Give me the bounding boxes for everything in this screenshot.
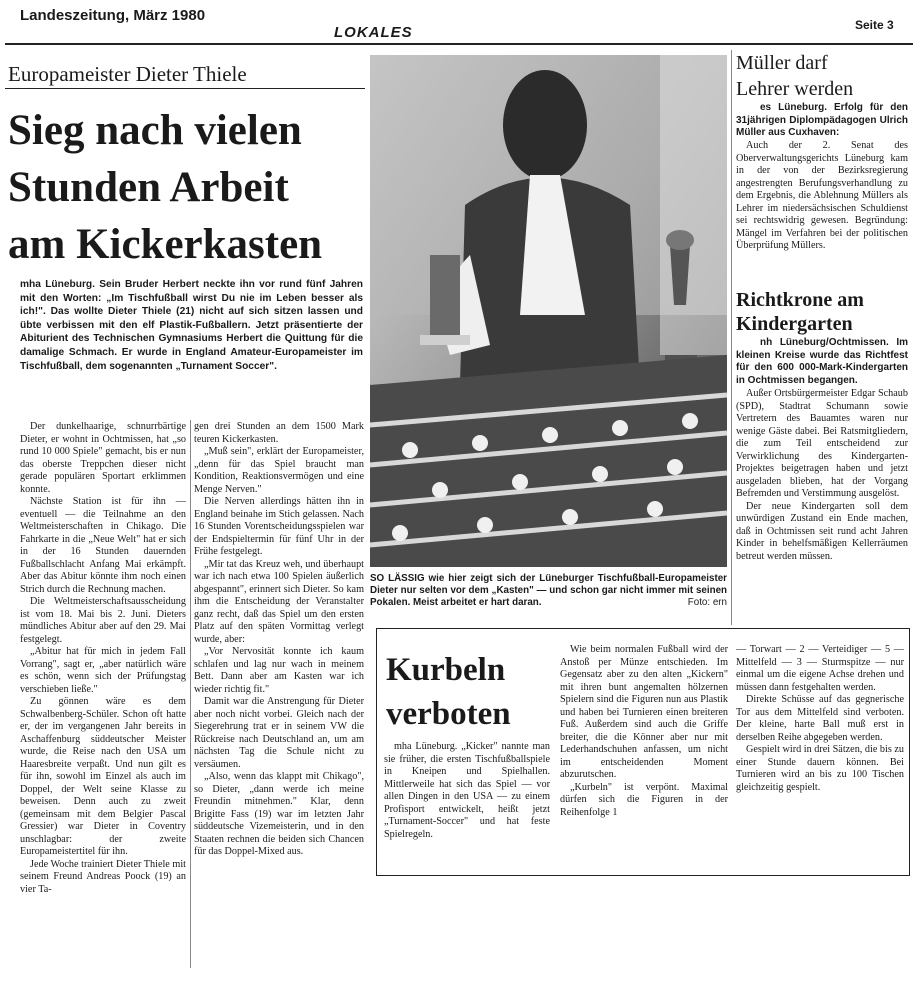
paragraph: Direkte Schüsse auf das gegnerische Tor aus dem Mittelfeld sind verboten. Der kleine, harte Ball muß erst in derselben Reihe abgegeben werden.: [736, 694, 904, 743]
column-divider: [190, 420, 191, 968]
paragraph: „Muß sein", erklärt der Europameister, „denn für das Spiel braucht man Kondition, Reaktionsvermögen und eine Menge Nerven.": [194, 446, 364, 495]
kicker-rule: [5, 88, 365, 89]
foosball-photo-image: [370, 55, 727, 567]
paragraph: — Torwart — 2 — Verteidiger — 5 — Mittelfeld — 3 — Sturmspitze — nur einmal um die eigene Achse drehen und müssen dann festgehalten werden.: [736, 644, 904, 693]
mueller-lead: es Lüneburg. Erfolg für den 31jährigen Diplompädagogen Ulrich Müller aus Cuxhaven:: [736, 102, 908, 138]
mueller-headline-line-2: Lehrer werden: [736, 78, 854, 100]
main-lead: mha Lüneburg. Sein Bruder Herbert neckte ihn vor rund fünf Jahren mit den Worten: „Im Tischfußball wirst Du nie im Leben besser als ich!". Das wollte Dieter Thiele (21) nicht auf sich sitzen lassen und übte verbissen mit den elf Plastik-Fußballern. Jetzt präsentierte der Abiturient des Technischen Gymnasiums Herbert die Quittung für die damalige Schmach. Er wurde in England Amateur-Europameister im Tischfußball, dem sogenannten „Turnament Soccer".: [20, 279, 363, 372]
caption-credit: Foto: ern: [687, 597, 727, 609]
mueller-body: Auch der 2. Senat des Oberverwaltungsgerichts Lüneburg kam in der von der Bezirksregierung angestrengten Berufungsverhandlung zu dem Ergebnis, die Ablehnung Müllers als Lehrer im niedersächsischen Schuldienst sei rechtswidrig gewesen. Begründung: Mängel im Verfahren bei der politischen Überprüfung Müllers.: [736, 140, 908, 251]
mueller-headline: [736, 50, 853, 102]
richtkrone-body: [736, 388, 908, 563]
kurbeln-headline-line-1: Kurbeln: [386, 652, 506, 688]
headline-line-3: am Kickerkasten: [8, 221, 323, 268]
paragraph: Die Weltmeisterschaftsausscheidung ist vom 18. Mai bis 2. Juni. Dieters mündliches Abitur aber auf den 29. Mai festgelegt.: [20, 596, 186, 645]
right-column-divider: [731, 50, 732, 625]
paragraph: „Also, wenn das klappt mit Chikago", so Dieter, „dann werde ich meine Freundin mitnehmen." Klar, denn Brigitte Fass (19) war im letzten Jahr süddeutsche Vizemeisterin, und in den Staaten rechnen die beiden sich Chancen für das Doppel-Mixed aus.: [194, 771, 364, 857]
richtkrone-headline-line-2: Kindergarten: [736, 313, 853, 335]
mueller-headline-line-1: Müller darf: [736, 52, 828, 74]
kurbeln-col3: [736, 644, 904, 794]
header-rule: [5, 43, 913, 45]
article-kicker: Europameister Dieter Thiele: [8, 62, 247, 86]
paragraph: Damit war die Anstrengung für Dieter aber noch nicht vorbei. Gleich nach der Siegerehrung trat er in seinem VW die Rückreise nach Deutschland an, um am nächsten Tag die Schule nicht zu versäumen.: [194, 696, 364, 770]
paragraph: Jede Woche trainiert Dieter Thiele mit seinem Freund Andreas Poock (19) an vier Ta-: [20, 858, 186, 895]
paragraph: Die Nerven allerdings hätten ihn in England beinahe im Stich gelassen. Nach 16 Stunden Vorentscheidungsspielen war der Endspieltermin für fünf Uhr in der Frühe festgelegt.: [194, 496, 364, 557]
richtkrone-lead: nh Lüneburg/Ochtmissen. Im kleinen Kreise wurde das Richtfest für den 600 000-Mark-Kindergarten in Ochtmissen begangen.: [736, 337, 908, 386]
main-headline: [8, 102, 322, 273]
kurbeln-headline-line-2: verboten: [386, 696, 511, 732]
paragraph: „Vor Nervosität konnte ich kaum schlafen und lag nur wach in meinem Bett. Dann aber am Kasten war ich wieder richtig fit.": [194, 646, 364, 695]
paragraph: „Mir tat das Kreuz weh, und überhaupt war ich nach etwa 100 Spielen äußerlich abgespannt", erinnert sich Dieter. So kam ihm die Entscheidung der Veranstalter ganz recht, daß das Spiel um den ersten Platz auf den späten Vormittag verlegt wurde, aber:: [194, 558, 364, 645]
kurbeln-headline: [386, 648, 511, 736]
paragraph: Außer Ortsbürgermeister Edgar Schaub (SPD), Stadtrat Schumann sowie Vertretern des Bauamtes waren nur wenige Gäste dabei. Bei Ratsmitgliedern, die zum Teil entscheidend zur Verwirklichung des Kindergarten-Projektes beigetragen haben und jetzt ausgeladen blieben, hat der Vorgang Befremden und Verstimmung ausgelöst.: [736, 388, 908, 499]
section-title: LOKALES: [334, 24, 413, 41]
headline-line-2: Stunden Arbeit: [8, 164, 289, 211]
headline-line-1: Sieg nach vielen: [8, 107, 302, 154]
paragraph: Zu gönnen wäre es dem Schwalbenberg-Schüler. Schon oft hatte er, der im vergangenen Jahr bereits in Aschaffenburg süddeutscher Meister wurde, die Reise nach den USA um Haaresbreite verpaßt. Und nun gilt es für ihn, sowohl im Einzel als auch im Doppel, der Welt seine Klasse zu beweisen. Denn auch zu zweit (gemeinsam mit dem Belgier Pascal Gressier) war Dieter in Coventry unschlagbar: der zweite Europameistertitel für ihn.: [20, 696, 186, 857]
caption-text: SO LÄSSIG wie hier zeigt sich der Lüneburger Tischfußball-Europameister Dieter nur selten vor dem „Kasten" — und schon gar nicht immer mit seinen Pokalen. Meist arbeitet er hart daran.: [370, 573, 727, 609]
richtkrone-headline-line-1: Richtkrone am: [736, 289, 864, 311]
kurbeln-col1: [384, 741, 550, 841]
kurbeln-col2: [560, 644, 728, 819]
paragraph: mha Lüneburg. „Kicker" nannte man sie früher, die ersten Tischfußballspiele in Kneipen und Spielhallen. Mittlerweile hat sich das Spiel — vor allen Dingen in den USA — zu einem Profisport entwickelt, heißt jetzt „Turnament-Soccer" und hat feste Spielregeln.: [384, 741, 550, 840]
page-number: Seite 3: [855, 18, 894, 32]
paragraph: „Abitur hat für mich in jedem Fall Vorrang", sagt er, „aber natürlich wäre es schön, wenn sich der Prüfungstag verschieben ließe.": [20, 646, 186, 695]
paragraph: Wie beim normalen Fußball wird der Anstoß per Münze entschieden. Im Gegensatz aber zu den alten „Kickern" mit ihren bunt angemalten hölzernen Spielern sind die Figuren nun aus Plastik und haben bei Turnieren einen breiteren Fuß. Außerdem sind auch die Griffe breiter, die die Könner aber nur mit Lederhandschuhen anfassen, um nicht im entscheidenden Moment abzurutschen.: [560, 644, 728, 780]
photo-caption: [370, 573, 727, 610]
source-label: Landeszeitung, März 1980: [20, 7, 206, 24]
paragraph: Gespielt wird in drei Sätzen, die bis zu einer Stunde dauern können. Bei Turnieren wird an bis zu 100 Tischen gleichzeitig gespielt.: [736, 744, 904, 793]
paragraph: Der neue Kindergarten soll dem unwürdigen Zustand ein Ende machen, daß in Ochtmissen seit rund acht Jahren Kinder in behelfsmäßigen Kellerräumen betreut werden müssen.: [736, 500, 908, 562]
main-body-col2: [194, 421, 364, 859]
paragraph: gen drei Stunden an dem 1500 Mark teuren Kickerkasten.: [194, 421, 364, 445]
main-body-col1: [20, 421, 186, 896]
paragraph: Nächste Station ist für ihn — eventuell — die Teilnahme an den Weltmeisterschaften in Chikago. Die Fahrkarte in die „Neue Welt" hat er sich in der 16 Stunden dauernden Fußballschlacht Anfang Mai erkämpft. Aber das Abitur könnte ihm noch einen Strich durch die Rechnung machen.: [20, 496, 186, 595]
richtkrone-headline: [736, 288, 864, 336]
foosball-photo: [370, 55, 727, 567]
paragraph: „Kurbeln" ist verpönt. Maximal dürfen sich die Figuren in der Reihenfolge 1: [560, 781, 728, 818]
paragraph: Der dunkelhaarige, schnurrbärtige Dieter, er wohnt in Ochtmissen, hat „so rund 10 000 Spiele" gemacht, bis er nun das oberste Treppchen dieser nicht gerade populären Sportart erklimmen konnte.: [20, 421, 186, 495]
